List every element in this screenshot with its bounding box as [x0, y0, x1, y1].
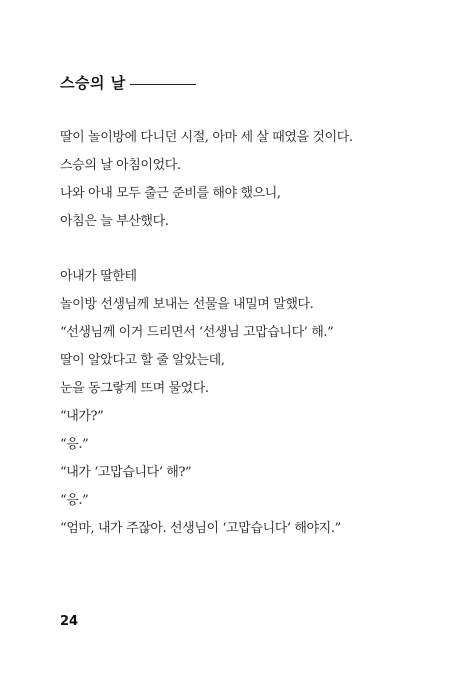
chapter-header: [60, 72, 196, 93]
text-line: “선생님께 이거 드리면서 ‘선생님 고맙습니다’ 해.”: [60, 325, 334, 340]
text-line: “응.”: [60, 437, 89, 452]
title-rule-divider: [130, 84, 196, 85]
page-number: 24: [60, 614, 79, 629]
chapter-title: 스승의 날: [60, 74, 126, 92]
paragraph-2: [60, 263, 341, 543]
text-line: “내가?”: [60, 409, 104, 424]
text-line: 눈을 동그랗게 뜨며 물었다.: [60, 381, 209, 396]
text-line: 나와 아내 모두 출근 준비를 해야 했으니,: [60, 186, 281, 201]
text-line: 아침은 늘 부산했다.: [60, 214, 169, 229]
text-line: “내가 ‘고맙습니다’ 해?”: [60, 465, 192, 480]
text-line: “엄마, 내가 주잖아. 선생님이 ‘고맙습니다’ 해야지.”: [60, 521, 341, 536]
text-line: 놀이방 선생님께 보내는 선물을 내밀며 말했다.: [60, 297, 314, 312]
paragraph-1: [60, 124, 353, 236]
text-line: 딸이 놀이방에 다니던 시절, 아마 세 살 때였을 것이다.: [60, 130, 353, 145]
text-line: 아내가 딸한테: [60, 269, 137, 284]
text-line: 스승의 날 아침이었다.: [60, 158, 181, 173]
text-line: 딸이 알았다고 할 줄 알았는데,: [60, 353, 225, 368]
text-line: “응.”: [60, 493, 89, 508]
